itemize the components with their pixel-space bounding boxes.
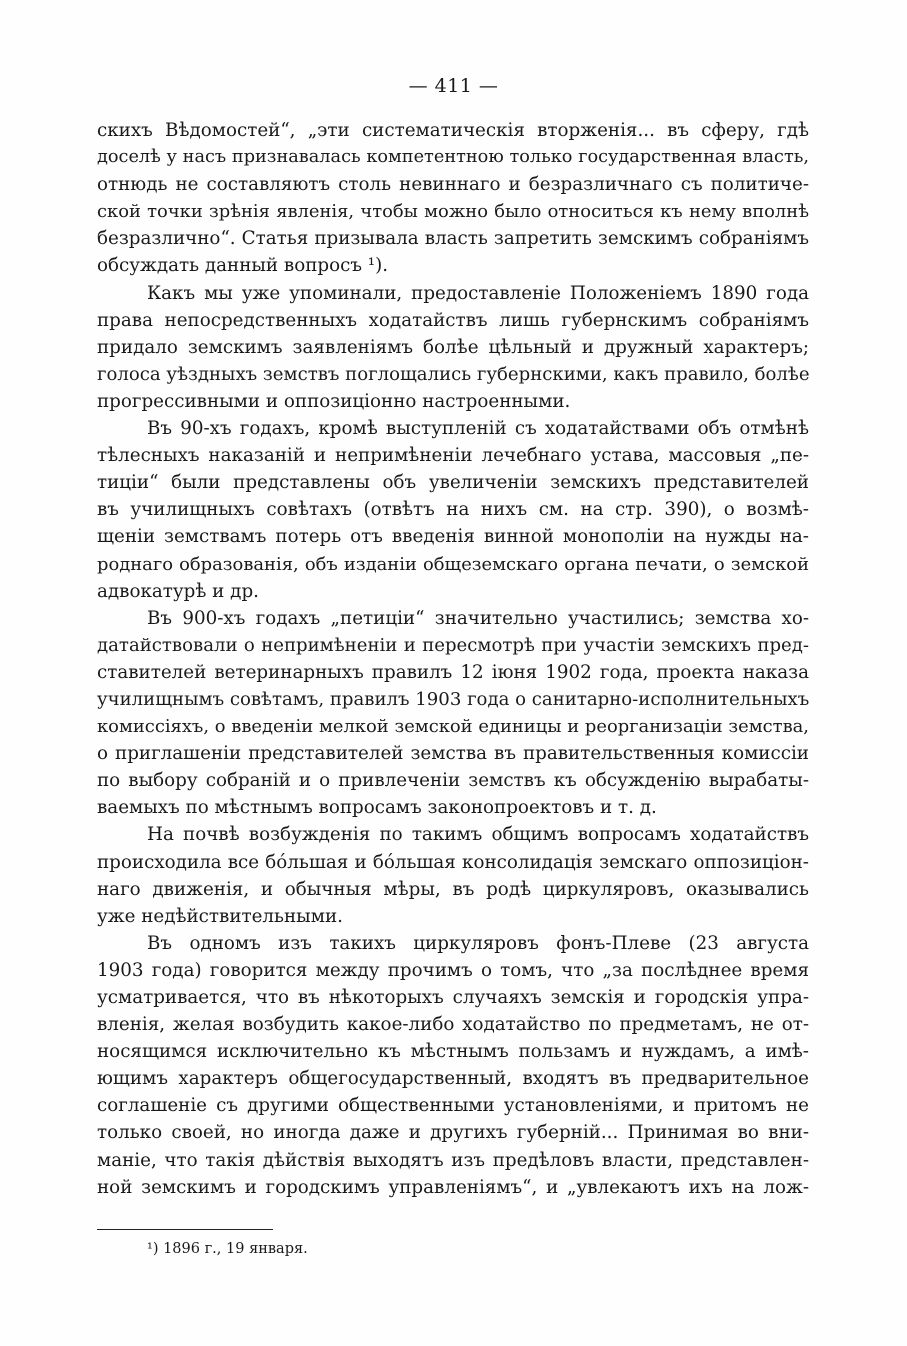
text-line: по выбору собраній и о привлеченіи земствъ къ обсужденію вырабаты-	[97, 770, 809, 792]
text-line: отнюдь не составляютъ столь невиннаго и безразличнаго съ политиче-	[97, 174, 809, 196]
text-line: ваемыхъ по мѣстнымъ вопросамъ законопроектовъ и т. д.	[97, 797, 657, 819]
text-line: 1903 года) говорится между прочимъ о томъ, что „за послѣднее время	[97, 959, 809, 981]
text-line: придало земскимъ заявленіямъ болѣе цѣльный и дружный характеръ;	[97, 336, 809, 358]
page-number: — 411 —	[408, 75, 499, 97]
body-text	[97, 117, 809, 1201]
text-line: ющимъ характеръ общегосударственный, входятъ въ предварительное	[97, 1068, 809, 1090]
text-line: На почвѣ возбужденія по такимъ общимъ вопросамъ ходатайствъ	[147, 824, 809, 846]
footnote-divider	[97, 1229, 273, 1230]
text-line: уже недѣйствительными.	[97, 905, 343, 927]
text-line: наго движенія, и обычныя мѣры, въ родѣ циркуляровъ, оказывались	[97, 878, 809, 900]
text-line: щеніи земствамъ потерь отъ введенія винной монополіи на нужды на-	[97, 526, 809, 548]
text-line: Въ одномъ изъ такихъ циркуляровъ фонъ-Плеве (23 августа	[147, 932, 809, 954]
text-line: ской точки зрѣнія явленія, чтобы можно было относиться къ нему вполнѣ	[97, 201, 809, 223]
text-line: носящимся исключительно къ мѣстнымъ пользамъ и нуждамъ, а имѣ-	[97, 1041, 809, 1063]
text-line: училищнымъ совѣтамъ, правилъ 1903 года о санитарно-исполнительныхъ	[97, 688, 810, 710]
text-line: ставителей ветеринарныхъ правилъ 12 іюня 1902 года, проекта наказа	[97, 661, 809, 683]
text-line: усматривается, что въ нѣкоторыхъ случаяхъ земскія и городскія упра-	[97, 987, 809, 1008]
text-line: въ училищныхъ совѣтахъ (отвѣтъ на нихъ см. на стр. 390), о возмѣ-	[97, 499, 809, 521]
footnote: ¹) 1896 г., 19 января.	[147, 1241, 308, 1257]
text-line: маніе, что такія дѣйствія выходятъ изъ предѣловъ власти, представлен-	[97, 1149, 809, 1171]
text-line: Въ 90-хъ годахъ, кромѣ выступленій съ ходатайствами объ отмѣнѣ	[147, 418, 809, 440]
text-line: роднаго образованія, объ изданіи общеземскаго органа печати, о земской	[97, 553, 809, 575]
text-line: тѣлесныхъ наказаній и непримѣненіи лечебнаго устава, массовыя „пе-	[97, 445, 809, 467]
text-line: комиссіяхъ, о введеніи мелкой земской единицы и реорганизаціи земства,	[97, 716, 809, 738]
text-line: о приглашеніи представителей земства въ правительственныя комиссіи	[97, 743, 809, 765]
text-line: датайствовали о непримѣненіи и пересмотрѣ при участіи земскихъ пред-	[97, 634, 809, 656]
text-line: только своей, но иногда даже и другихъ губерній... Принимая во вни-	[97, 1122, 809, 1144]
text-line: вленія, желая возбудить какое-либо ходатайство по предметамъ, не от-	[97, 1014, 809, 1036]
text-line: права непосредственныхъ ходатайствъ лишь губернскимъ собраніямъ	[97, 309, 809, 331]
text-line: прогрессивными и оппозиціонно настроенными.	[97, 390, 571, 412]
text-line: голоса уѣздныхъ земствъ поглощались губернскими, какъ правило, болѣе	[97, 363, 810, 385]
text-line: тиціи“ были представлены объ увеличеніи земскихъ представителей	[97, 472, 809, 494]
text-line: доселѣ у насъ признавалась компетентною только государственная власть,	[97, 147, 809, 168]
text-line: скихъ Вѣдомостей“, „эти систематическія вторженія... въ сферу, гдѣ	[97, 120, 809, 141]
text-line: Въ 900-хъ годахъ „петиціи“ значительно участились; земства хо-	[147, 607, 809, 629]
text-line: безразлично“. Статья призывала власть запретить земскимъ собраніямъ	[97, 228, 809, 250]
text-line: ной земскимъ и городскимъ управленіямъ“, и „увлекаютъ ихъ на лож-	[97, 1176, 809, 1198]
text-line: Какъ мы уже упоминали, предоставленіе Положеніемъ 1890 года	[147, 282, 809, 304]
text-line: происходила все бóльшая и бóльшая консолидація земскаго оппозиціон-	[97, 851, 809, 873]
text-line: соглашеніе съ другими общественными установленіями, и притомъ не	[97, 1095, 809, 1117]
text-line: адвокатурѣ и др.	[97, 580, 259, 602]
text-line: обсуждать данный вопросъ ¹).	[97, 255, 389, 277]
